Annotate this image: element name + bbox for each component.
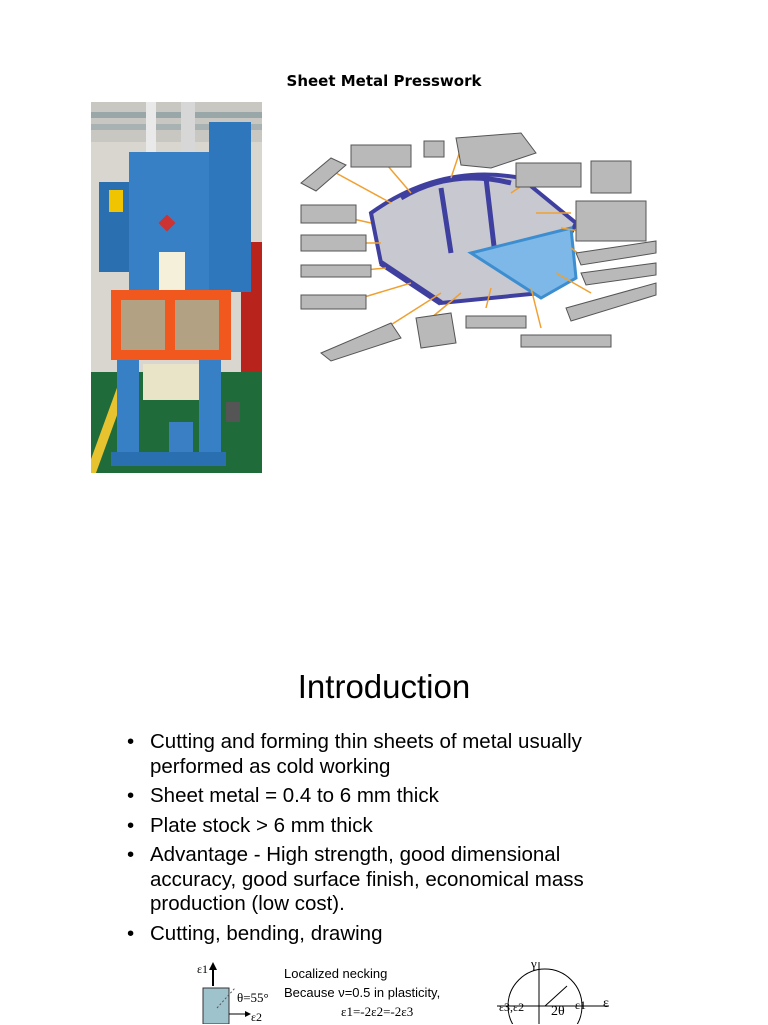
slide-title: Introduction — [297, 668, 471, 705]
necking-caption: Localized necking — [284, 966, 388, 981]
two-theta-label: 2θ — [551, 1004, 565, 1019]
bullet-item: • Sheet metal = 0.4 to 6 mm thick — [127, 784, 641, 809]
car-body-parts-diagram — [291, 103, 661, 363]
necking-figure — [127, 958, 641, 1024]
epsilon3-epsilon2-label: ε3,ε2 — [499, 1000, 525, 1014]
gamma-label: γ — [531, 956, 537, 971]
bullet-item: • Cutting, bending, drawing — [127, 922, 641, 947]
theta-label: θ=55° — [237, 990, 269, 1005]
bullet-item: • Cutting and forming thin sheets of metal usually performed as cold working — [127, 730, 641, 779]
epsilon-axis-label: ε — [603, 996, 609, 1011]
introduction-slide — [127, 658, 641, 1024]
bullet-item: • Advantage - High strength, good dimensional accuracy, good surface finish, economical mass production (low cost). — [127, 843, 641, 917]
bullet-item: • Plate stock > 6 mm thick — [127, 814, 641, 839]
epsilon2-label: ε2 — [251, 1010, 263, 1024]
plasticity-caption: Because ν=0.5 in plasticity, — [284, 985, 441, 1000]
epsilon1-axis-label: ε1 — [575, 998, 587, 1012]
press-machine-photo — [91, 102, 262, 473]
strain-equation: ε1=-2ε2=-2ε3 — [341, 1004, 414, 1019]
page-title: Sheet Metal Presswork — [286, 72, 482, 90]
bullet-list — [127, 730, 641, 951]
epsilon1-label: ε1 — [197, 962, 209, 976]
